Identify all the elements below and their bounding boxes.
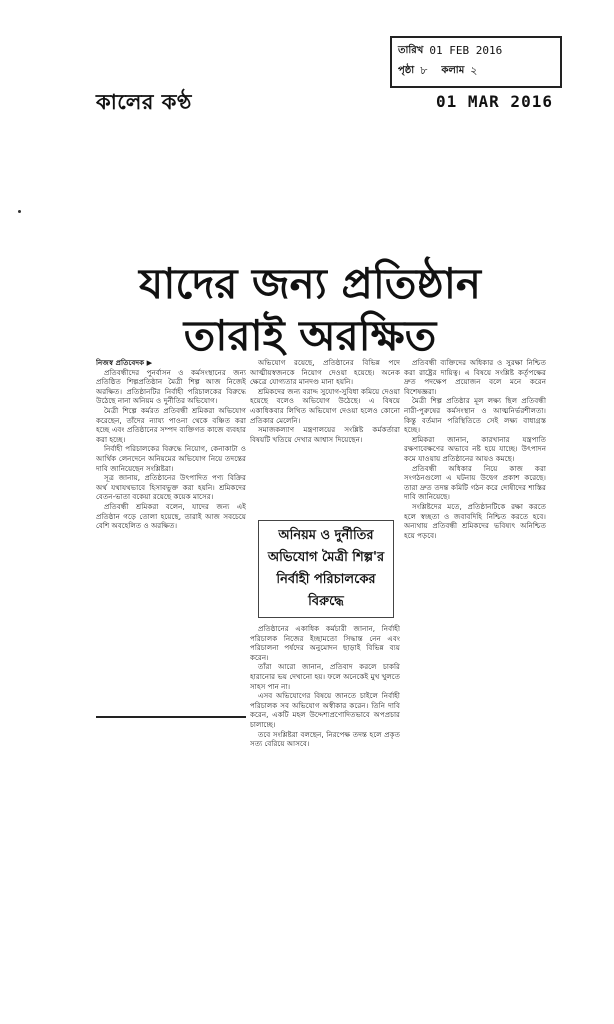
subheadline-line-1: অনিয়ম ও দুর্নীতির — [278, 528, 374, 543]
paragraph: প্রতিবন্ধীদের পুনর্বাসন ও কর্মসংস্থানের জন্য প্রতিষ্ঠিত শিল্পপ্রতিষ্ঠান মৈত্রী শিল্প আজ নিজেই অরক্ষিত। প্রতিষ্ঠানটির নির্বাহী পরিচালকের বিরুদ্ধে উঠেছে নানা অনিয়ম ও দুর্নীতির অভিযোগ। — [96, 367, 246, 406]
paragraph: সূত্র জানায়, প্রতিষ্ঠানের উৎপাদিত পণ্য বিক্রির অর্থ যথাযথভাবে হিসাবভুক্ত করা হয়নি। শ্রমিকদের বেতন-ভাতা বকেয়া রয়েছে কয়েক মাসের। — [96, 473, 246, 502]
article-column-middle-top — [250, 358, 400, 514]
paragraph: অভিযোগ রয়েছে, প্রতিষ্ঠানের বিভিন্ন পদে আত্মীয়স্বজনকে নিয়োগ দেওয়া হয়েছে। অনেক ক্ষেত্রে যোগ্যতার মানদণ্ড মানা হয়নি। — [250, 358, 400, 387]
stamp-column-value: ২ — [470, 64, 478, 77]
paragraph: শ্রমিকদের জন্য বরাদ্দ সুযোগ-সুবিধা কমিয়ে দেওয়া হয়েছে বলেও অভিযোগ উঠেছে। এ বিষয়ে একাধিকবার লিখিত অভিযোগ দেওয়া হলেও কোনো প্রতিকার মেলেনি। — [250, 386, 400, 425]
paragraph: তাঁরা আরো জানান, প্রতিবাদ করলে চাকরি হারানোর ভয় দেখানো হয়। ফলে অনেকেই মুখ খুলতে সাহস পান না। — [250, 662, 400, 691]
paragraph: সমাজকল্যাণ মন্ত্রণালয়ের সংশ্লিষ্ট কর্মকর্তারা বিষয়টি খতিয়ে দেখার আশ্বাস দিয়েছেন। — [250, 425, 400, 444]
paragraph: প্রতিবন্ধী ব্যক্তিদের অধিকার ও সুরক্ষা নিশ্চিত করা রাষ্ট্রের দায়িত্ব। এ বিষয়ে সংশ্লিষ্ট কর্তৃপক্ষের দ্রুত পদক্ষেপ প্রয়োজন বলে মনে করেন বিশেষজ্ঞরা। — [404, 358, 546, 396]
article-headline — [100, 258, 520, 362]
paragraph: সংশ্লিষ্টদের মতে, প্রতিষ্ঠানটিকে রক্ষা করতে হলে স্বচ্ছতা ও জবাবদিহি নিশ্চিত করতে হবে। অন্যথায় প্রতিবন্ধী শ্রমিকদের ভবিষ্যৎ অনিশ্চিত হয়ে পড়বে। — [404, 501, 546, 540]
stamp-page-label: পৃষ্ঠা — [398, 65, 415, 76]
stamp-date-label: তারিখ — [398, 45, 424, 56]
paragraph: নির্বাহী পরিচালকের বিরুদ্ধে নিয়োগ, কেনাকাটা ও আর্থিক লেনদেনে অনিয়মের অভিযোগ নিয়ে তদন্তের দাবি জানিয়েছেন সংশ্লিষ্টরা। — [96, 444, 246, 473]
paragraph: শ্রমিকরা জানান, কারখানার যন্ত্রপাতি রক্ষণাবেক্ষণের অভাবে নষ্ট হয়ে যাচ্ছে। উৎপাদন কমে যাওয়ায় প্রতিষ্ঠানের আয়ও কমছে। — [404, 434, 546, 463]
paragraph: এসব অভিযোগের বিষয়ে জানতে চাইলে নির্বাহী পরিচালক সব অভিযোগ অস্বীকার করেন। তিনি দাবি করেন, একটি মহল উদ্দেশ্যপ্রণোদিতভাবে অপপ্রচার চালাচ্ছে। — [250, 691, 400, 729]
stamp-column-label: কলাম — [441, 65, 465, 76]
article-column-middle-bottom — [250, 624, 400, 810]
stamp-date-row — [398, 41, 554, 61]
paragraph: প্রতিবন্ধী শ্রমিকরা বলেন, যাদের জন্য এই প্রতিষ্ঠান গড়ে তোলা হয়েছে, তারাই আজ সবচেয়ে বেশি অবহেলিত ও অরক্ষিত। — [96, 501, 246, 531]
scan-speck — [18, 210, 21, 213]
paragraph: প্রতিবন্ধী অধিকার নিয়ে কাজ করা সংগঠনগুলো এ ঘটনায় উদ্বেগ প্রকাশ করেছে। তারা দ্রুত তদন্ত কমিটি গঠন করে দোষীদের শাস্তির দাবি জানিয়েছে। — [404, 463, 546, 502]
publication-date: 01 MAR 2016 — [436, 92, 553, 111]
paragraph: প্রতিষ্ঠানের একাধিক কর্মচারী জানান, নির্বাহী পরিচালক নিজের ইচ্ছামতো সিদ্ধান্ত নেন এবং পরিচালনা পর্ষদের অনুমোদন ছাড়াই বিভিন্ন ব্যয় করেন। — [250, 624, 400, 662]
headline-line-2: তারাই অরক্ষিত — [183, 311, 437, 360]
subheadline-line-2: অভিযোগ মৈত্রী শিল্প'র — [267, 550, 385, 565]
paragraph: তবে সংশ্লিষ্টরা বলছেন, নিরপেক্ষ তদন্ত হলে প্রকৃত সত্য বেরিয়ে আসবে। — [250, 729, 400, 749]
stamp-page-value: ৮ — [420, 64, 428, 77]
article-subheadline — [258, 520, 394, 618]
article-column-right — [404, 358, 546, 770]
paragraph: মৈত্রী শিল্প প্রতিষ্ঠার মূল লক্ষ্য ছিল প্রতিবন্ধী নারী-পুরুষের কর্মসংস্থান ও আত্মনির্ভরশীলতা। কিন্তু বর্তমান পরিস্থিতিতে সেই লক্ষ্য বাধাগ্রস্ত হচ্ছে। — [404, 396, 546, 435]
stamp-page-row — [398, 61, 554, 81]
headline-line-1: যাদের জন্য প্রতিষ্ঠান — [139, 259, 481, 308]
article-column-left — [96, 358, 246, 712]
paragraph: মৈত্রী শিল্পে কর্মরত প্রতিবন্ধী শ্রমিকরা অভিযোগ করেছেন, তাঁদের ন্যায্য পাওনা থেকে বঞ্চিত করা হচ্ছে এবং প্রতিষ্ঠানের সম্পদ ব্যক্তিগত কাজে ব্যবহার করা হচ্ছে। — [96, 405, 246, 444]
newspaper-masthead: কালের কণ্ঠ — [96, 89, 192, 114]
subheadline-line-3: নির্বাহী পরিচালকের বিরুদ্ধে — [276, 572, 376, 609]
stamp-date-value: 01 FEB 2016 — [429, 44, 503, 57]
archive-stamp — [390, 36, 562, 88]
article-byline: নিজস্ব প্রতিবেদক ▶ — [96, 358, 153, 367]
column-end-rule — [96, 716, 246, 718]
